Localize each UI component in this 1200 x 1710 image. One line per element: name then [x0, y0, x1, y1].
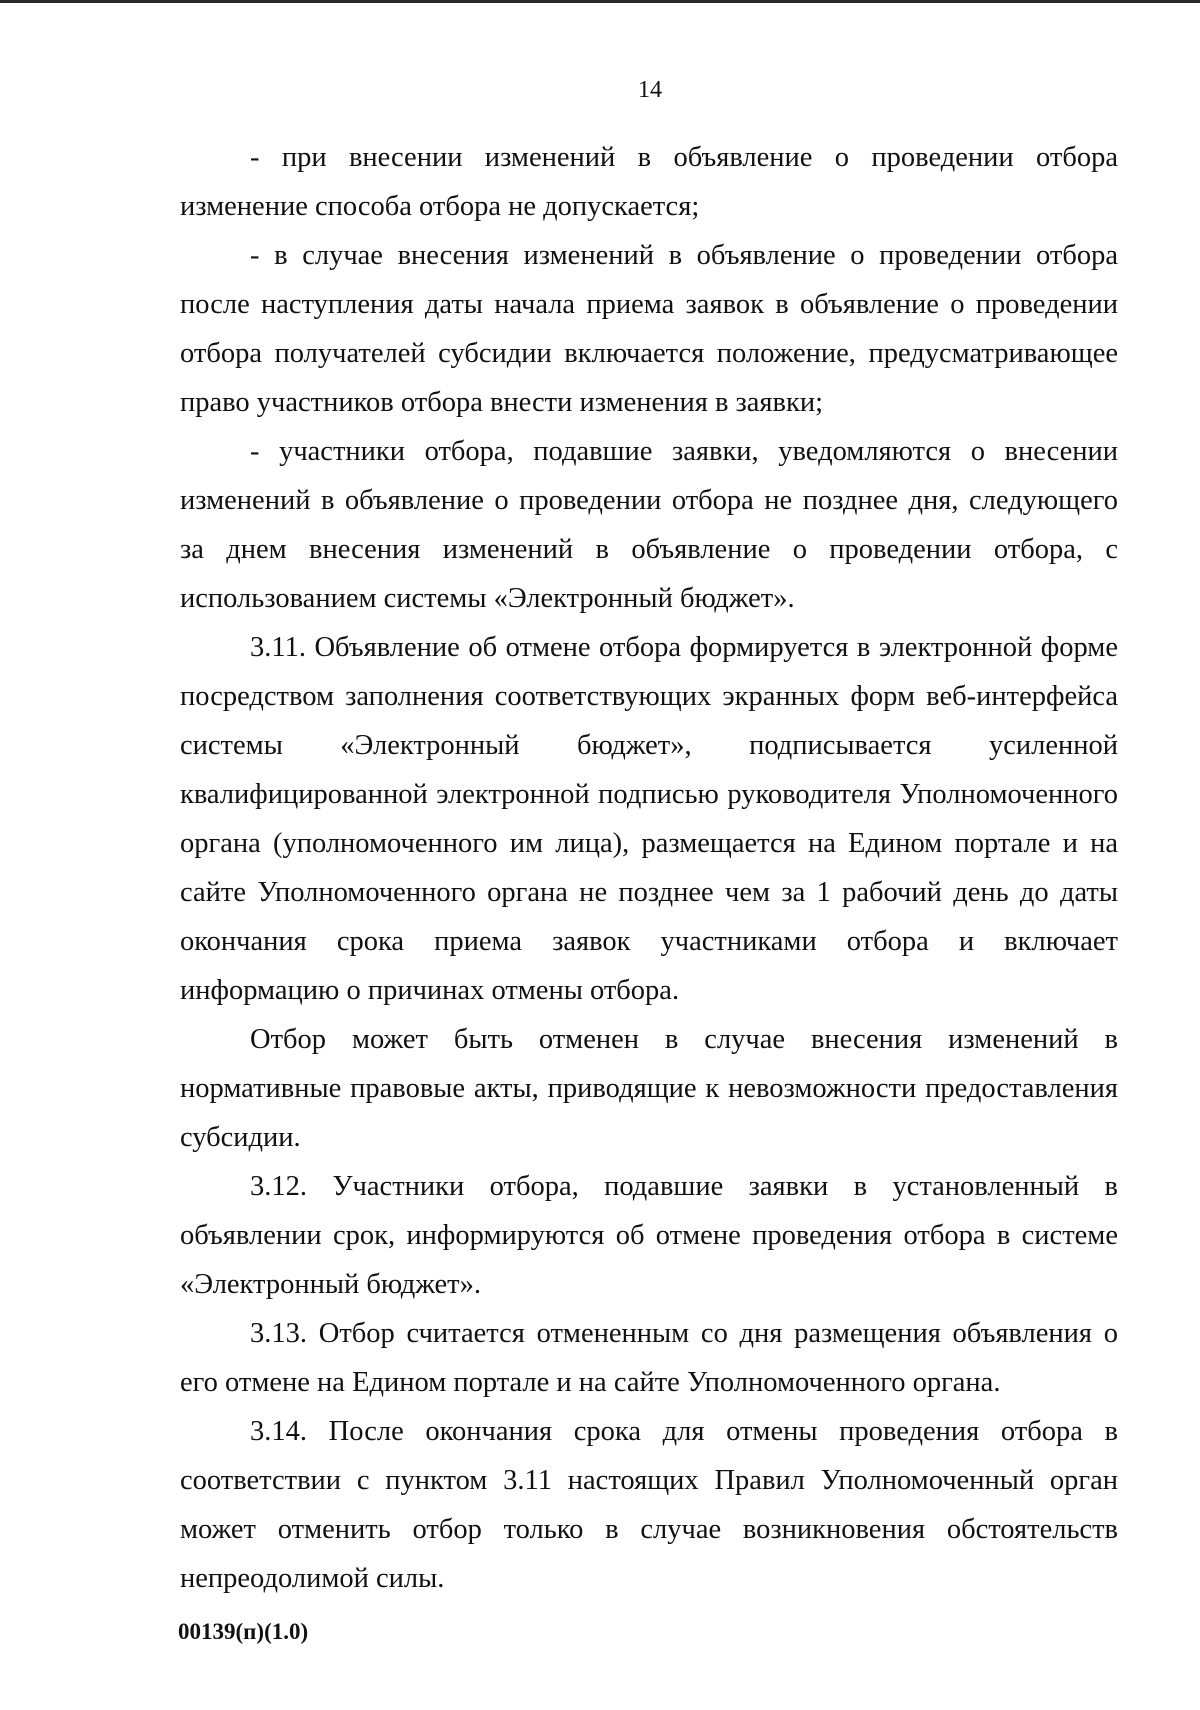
- paragraph-3-12: 3.12. Участники отбора, подавшие заявки в установленный в объявлении срок, информируются об отмене проведения отбора в системе «Электронный бюджет».: [180, 1171, 1118, 1300]
- paragraph-amendment-after-start: - в случае внесения изменений в объявление о проведении отбора после наступления даты начала приема заявок в объявление о проведении отбора получателей субсидии включается положение, предусматривающее право участников отбора внести изменения в заявки;: [180, 240, 1118, 418]
- paragraph-3-14: 3.14. После окончания срока для отмены проведения отбора в соответствии с пунктом 3.11 настоящих Правил Уполномоченный орган может отменить отбор только в случае возникновения обстоятельств непреодолимой силы.: [180, 1416, 1118, 1594]
- page-top-edge: [0, 0, 1200, 3]
- paragraph-3-11: 3.11. Объявление об отмене отбора формируется в электронной форме посредством заполнения соответствующих экранных форм веб-интерфейса системы «Электронный бюджет», подписывается усиленной квалифицированной электронной подписью руководителя Уполномоченного органа (уполномоченного им лица), размещается на Едином портале и на сайте Уполномоченного органа не позднее чем за 1 рабочий день до даты окончания срока приема заявок участниками отбора и включает информацию о причинах отмены отбора.: [180, 632, 1118, 1006]
- document-code: 00139(п)(1.0): [178, 1619, 309, 1644]
- paragraph-3-13: 3.13. Отбор считается отмененным со дня размещения объявления о его отмене на Едином портале и на сайте Уполномоченного органа.: [180, 1318, 1118, 1398]
- paragraph-cancellation-reason: Отбор может быть отменен в случае внесения изменений в нормативные правовые акты, приводящие к невозможности предоставления субсидии.: [180, 1024, 1118, 1153]
- page-number: 14: [638, 77, 662, 103]
- paragraph-participants-notified: - участники отбора, подавшие заявки, уведомляются о внесении изменений в объявление о проведении отбора не позднее дня, следующего за днем внесения изменений в объявление о проведении отбора, с использованием системы «Электронный бюджет».: [180, 436, 1118, 614]
- paragraph-amendment-method: - при внесении изменений в объявление о проведении отбора изменение способа отбора не допускается;: [180, 142, 1118, 222]
- document-body: [180, 133, 1118, 1603]
